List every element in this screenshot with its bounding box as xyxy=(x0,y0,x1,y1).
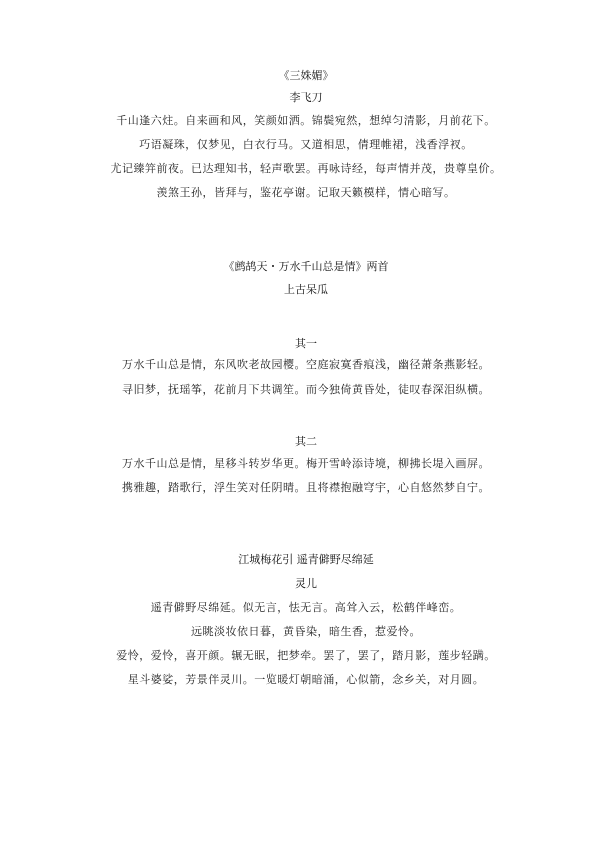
poem-line: 万水千山总是情，星移斗转岁华更。梅开雪岭添诗境，柳拂长堤入画屏。 xyxy=(122,457,490,470)
poem-line: 爱怜，爱怜，喜开颜。辗无眠，把梦牵。罢了，罢了，踏月影，莲步轻蹒。 xyxy=(116,649,496,662)
poem-line: 巧语凝珠，仅梦见，白衣行马。又道相思，倩理帷裙，浅香浮衩。 xyxy=(139,138,473,151)
poem-author: 灵儿 xyxy=(295,577,317,590)
poem-line: 携雅趣，踏歌行，浮生笑对任阴晴。且将襟抱融穹宇，心自悠然梦自宁。 xyxy=(122,481,490,494)
poem-line: 寻旧梦，抚瑶筝，花前月下共调笙。而今独倚黄昏处，徒叹春深泪纵横。 xyxy=(122,383,490,396)
poem-line: 远眺淡妆依日暮，黄昏染，暗生香，惹爱怜。 xyxy=(191,625,421,638)
section-heading: 其一 xyxy=(295,337,317,350)
poem-author: 上古呆瓜 xyxy=(284,283,328,296)
poem-line: 遥青僻野尽绵延。似无言，怯无言。高耸入云，松鹤伴峰峦。 xyxy=(150,601,462,614)
poem-title: 江城梅花引 遥青僻野尽绵延 xyxy=(238,553,374,566)
poem-line: 尤记臻笄前夜。已达理知书，轻声歌罢。再咏诗经，每声情并茂，贵尊皇价。 xyxy=(110,162,502,175)
poem-line: 星斗婆娑，芳景伴灵川。一览暖灯朝暗涌，心似箭，念乡关，对月圆。 xyxy=(127,673,485,686)
poem-title: 《鹧鸪天・万水千山总是情》两首 xyxy=(223,260,389,273)
poem-author: 李飞刀 xyxy=(289,91,323,104)
poem-line: 羡煞王孙，皆拜与，鉴花亭谢。记取天籁模样，情心暗写。 xyxy=(156,186,456,199)
poem-title: 《三姝媚》 xyxy=(278,69,334,82)
poem-line: 千山逢六炷。自来画和风，笑颜如洒。锦鬓宛然，想绰匀清影，月前花下。 xyxy=(116,114,496,127)
section-heading: 其二 xyxy=(295,435,317,448)
poem-line: 万水千山总是情，东风吹老故园樱。空庭寂寞香痕浅，幽径萧条燕影轻。 xyxy=(122,358,490,371)
